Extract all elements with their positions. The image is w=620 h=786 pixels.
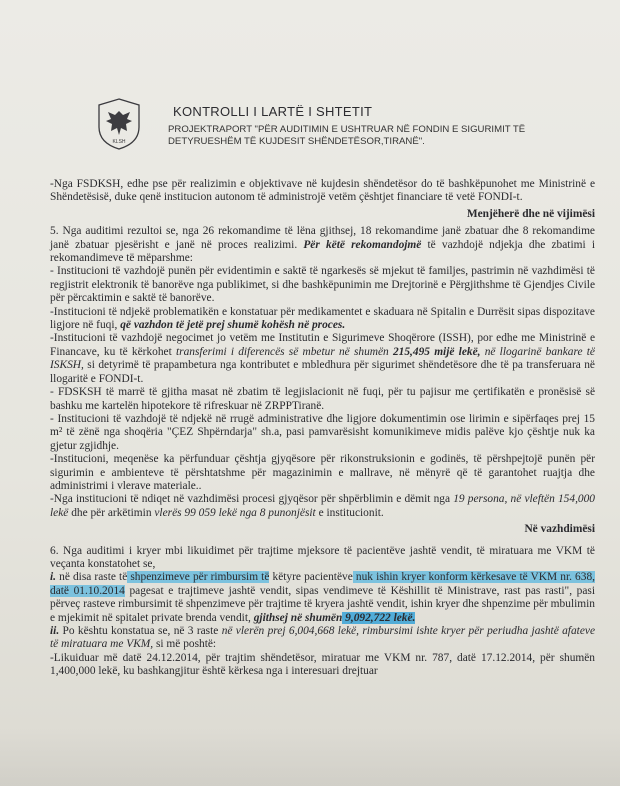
highlight-mark: nuk ishin kryer konform kërkesave të VKM nr. 638, datë 01.10.2014 <box>50 571 595 597</box>
recommendation-item: - Institucioni të vazhdojë të ndjekë në rrugë administrative dhe ligjore dokumentimin ose lirimin e sipërfaqes prej 15 m² të zënë nga shoqëria "ÇEZ Shpërndarja" sh.a, pasi pamvarësisht komunikimeve midis palëve kjo çështje nuk ka gjetur zgjidhje. <box>50 412 595 452</box>
section-heading-continuous: Në vazhdimësi <box>524 523 595 536</box>
svg-text:KLSH: KLSH <box>112 139 126 145</box>
finding-list-item: -Likuiduar më datë 24.12.2014, për trajtim shëndetësor, miratuar me VKM nr. 787, datë 17.12.2014, për shumën 1,400,000 lekë, ku bashkangjitur është kërkesa nga i interesuari drejtuar <box>50 651 595 678</box>
recommendation-item: -Nga institucioni të ndiqet në vazhdimësi procesi gjyqësor për shpërblimin e dëmit nga 19 persona, në vleftën 154,000 lekë dhe për arkëtimin vlerës 99 059 lekë nga 8 punonjësit e institucionit. <box>50 493 595 519</box>
recommendation-item: -Institucioni të ndjekë problematikën e konstatuar për medikamentet e skaduara në Spitalin e Durrësit sipas dispozitave ligjore në fuqi, që vazhdon të jetë prej shumë kohësh në proces. <box>50 305 595 332</box>
recommendation-item: -Institucioni të vazhdojë negocimet jo vetëm me Institutin e Sigurimeve Shoqërore (ISSH), por edhe me Ministrinë e Financave, ku të kërkohet transferimi i diferencës së mbetur në shumën 215,495 mijë lekë, në llogarinë bankare të ISKSH, si detyrimë të prapambetura nga kontributet e mbledhura për sigurimet shëndetësore dhe të pa transferuara në llogaritë e FONDI-t. <box>50 332 595 385</box>
recommendation-item: - FDSKSH të marrë të gjitha masat në zbatim të legjislacionit në fuqi, për tu pajisur me çertifikatën e pronësisë së bashku me kartelën hipotekore të rifreskuar në ZRPPTiranë. <box>50 386 595 412</box>
project-title <box>168 124 588 148</box>
recommendation-item: -Institucioni, meqenëse ka përfunduar çështja gjyqësore për rikonstruksionin e godinës, të përshpejtojë punën për sigurimin e ambienteve të përshtatshme për magazinimin e mallrave, në mënyrë që të garantohet ruajtja dhe administrimi i vlerave materiale.. <box>50 453 595 492</box>
albanian-eagle-emblem-icon <box>96 97 142 151</box>
intro-paragraph: -Nga FSDKSH, edhe pse për realizimin e objektivave në kujdesin shëndetësor do të bashkëpunohet me Ministrinë e Shëndetësisë, duke qenë institucion autonom të administrojë vetëm çështjet financiare të vetë FONDI-t. <box>50 178 595 204</box>
paragraph-6-lead: 6. Nga auditimi i kryer mbi likuidimet për trajtime mjeksore të pacientëve jashtë vendit, të miratuara me VKM të veçanta konstatohet se, <box>50 544 595 570</box>
highlight-mark: 9,092,722 lekë. <box>342 611 416 624</box>
finding-item-i: i. në disa raste të shpenzimeve për rimbursim të këtyre pacientëve nuk ishin kryer konform kërkesave të VKM nr. 638, datë 01.10.2014 pagesat e trajtimeve jashtë vendit, sipas vendimeve të Këshillit të Ministrave, rast pas rasti", pasi përveç rasteve rimbursimit të shpenzimeve për trajtime të kryera jashtë vendit, ishin kryer dhe shpenzime për mbulimin e mjekimit në spitalet private brenda vendit, gjithsej në shumën 9,092,722 lekë. <box>50 571 595 624</box>
paragraph-5-lead: 5. Nga auditimi rezultoi se, nga 26 rekomandime të lëna gjithsej, 18 rekomandime janë zbatuar dhe 8 rekomandime janë zbatuar pjesërisht e janë në proces realizimi. Për këtë rekomandojmë të vazhdojë ndjekja dhe zbatimi i rekomandimeve të mëparshme: <box>50 225 595 265</box>
project-title-line-1: PROJEKTRAPORT "PËR AUDITIMIN E USHTRUAR NË FONDIN E SIGURIMIT TË <box>168 124 526 135</box>
organization-name: KONTROLLI I LARTË I SHTETIT <box>173 104 373 119</box>
report-body <box>50 178 595 679</box>
highlight-mark: shpenzimeve për rimbursim të <box>127 571 270 584</box>
finding-item-ii: ii. Po kështu konstatua se, në 3 raste në vlerën prej 6,004,668 lekë, rimbursimi ishte kryer për periudha jashtë afateve të miratuara me VKM, si më poshtë: <box>50 625 595 651</box>
recommendation-item: - Institucioni të vazhdojë punën për evidentimin e saktë të ngarkesës së mjekut të familjes, pastrimin në vazhdimësi të regjistrit elektronik të banorëve nga publikimet, si dhe bashkëpunimin me Drejtorinë e Përgjithshme të Gjendjes Civile për përcaktimin e saktë të banorëve. <box>50 265 595 305</box>
section-heading-immediate: Menjëherë dhe në vijimësi <box>466 207 595 220</box>
project-title-line-2: DETYRUESHËM TË KUJDESIT SHËNDETËSOR,TIRANË". <box>168 136 425 147</box>
